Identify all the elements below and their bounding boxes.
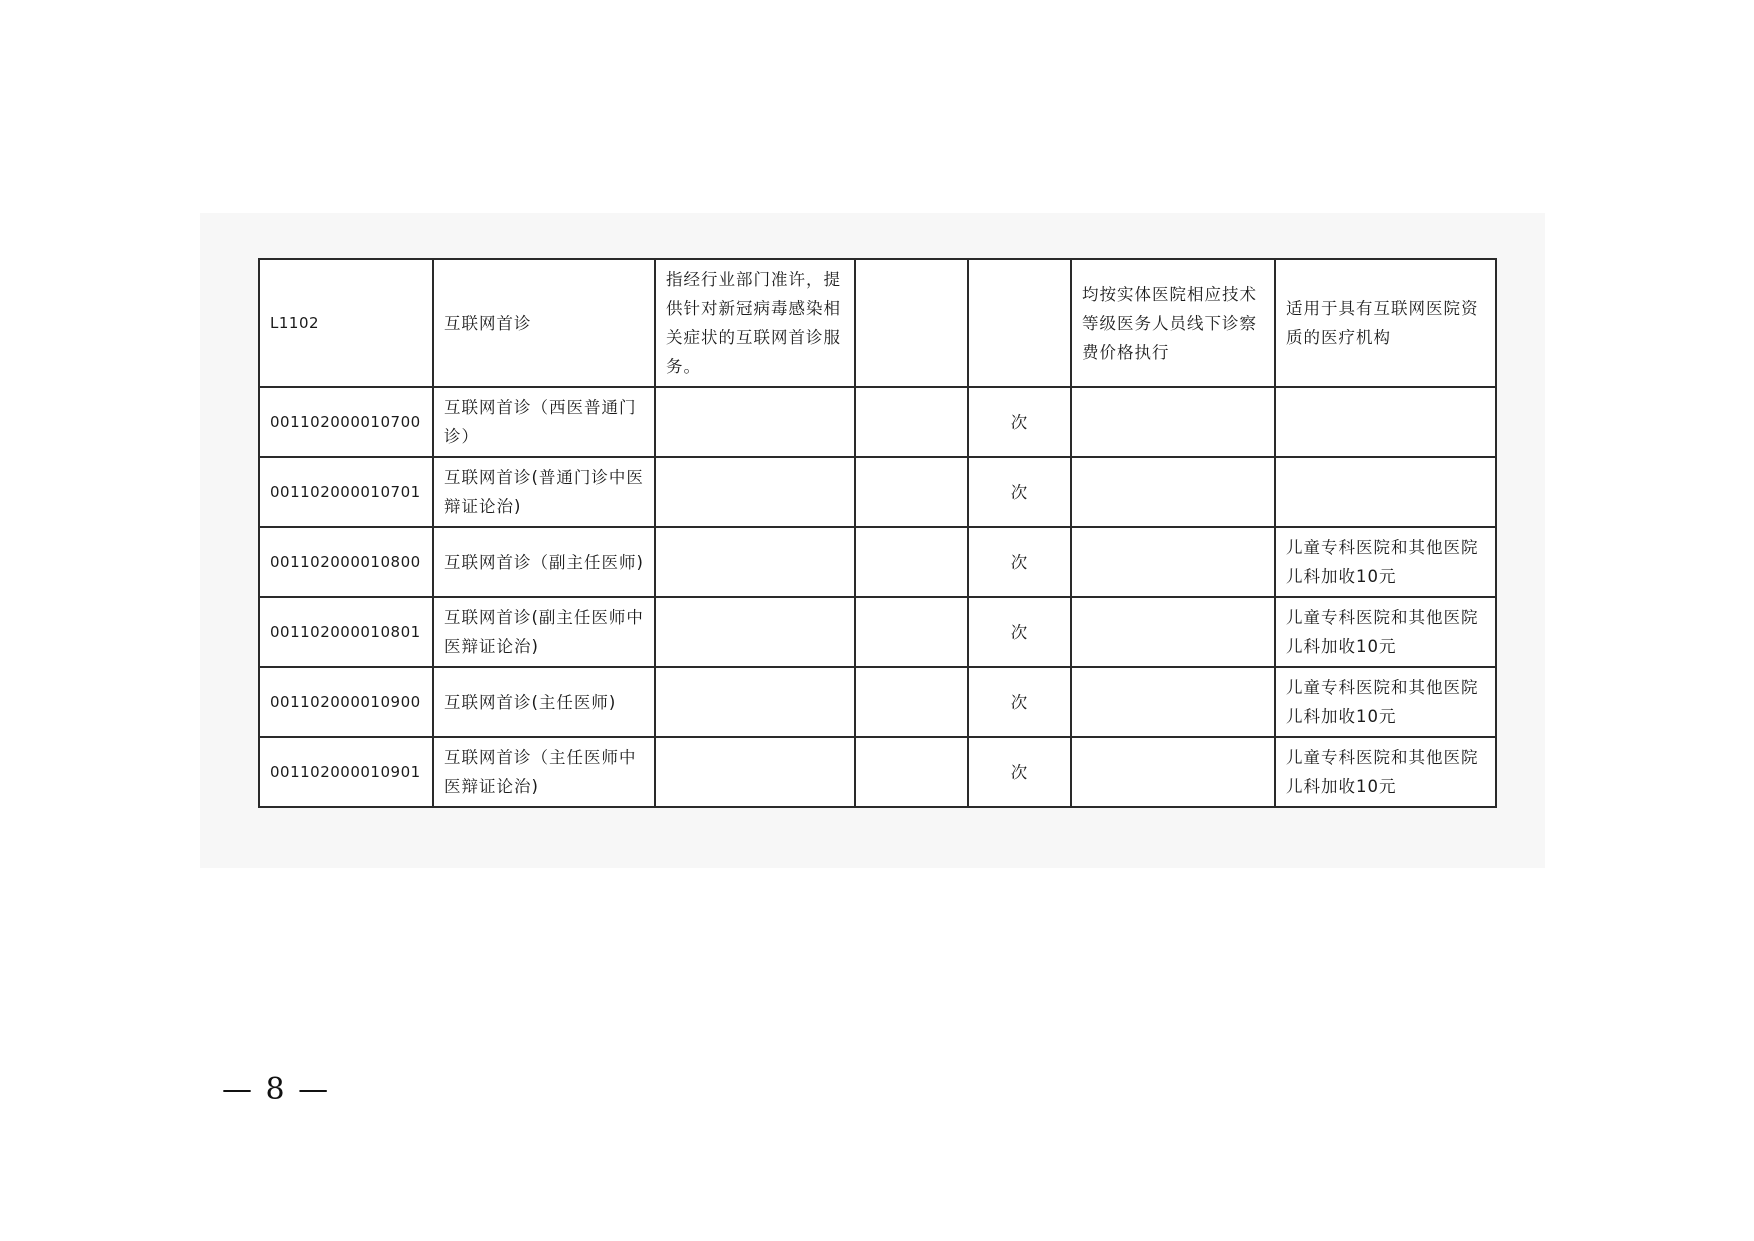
item-content-cell: [655, 527, 855, 597]
pricing-unit-cell: 次: [968, 457, 1071, 527]
notes-cell: [1275, 457, 1496, 527]
price-cell: 均按实体医院相应技术等级医务人员线下诊察费价格执行: [1071, 259, 1275, 387]
item-name-cell: 互联网首诊（主任医师中医辩证论治): [433, 737, 655, 807]
page-number: — 8 —: [222, 1072, 331, 1107]
notes-cell: 儿童专科医院和其他医院儿科加收10元: [1275, 597, 1496, 667]
price-cell: [1071, 387, 1275, 457]
pricing-unit-cell: [968, 259, 1071, 387]
item-content-cell: [655, 387, 855, 457]
item-code-cell: 001102000010900: [259, 667, 433, 737]
excluded-content-cell: [855, 667, 968, 737]
item-name-cell: 互联网首诊: [433, 259, 655, 387]
item-name-cell: 互联网首诊（西医普通门诊）: [433, 387, 655, 457]
table-row: [259, 667, 1496, 737]
item-content-cell: [655, 667, 855, 737]
fee-table: [258, 258, 1497, 808]
item-code-cell: 001102000010801: [259, 597, 433, 667]
item-name-cell: 互联网首诊(普通门诊中医辩证论治): [433, 457, 655, 527]
item-name-cell: 互联网首诊(主任医师): [433, 667, 655, 737]
notes-cell: 适用于具有互联网医院资质的医疗机构: [1275, 259, 1496, 387]
excluded-content-cell: [855, 527, 968, 597]
item-code-cell: 001102000010901: [259, 737, 433, 807]
item-content-cell: 指经行业部门准许，提供针对新冠病毒感染相关症状的互联网首诊服务。: [655, 259, 855, 387]
notes-cell: [1275, 387, 1496, 457]
excluded-content-cell: [855, 387, 968, 457]
notes-cell: 儿童专科医院和其他医院儿科加收10元: [1275, 527, 1496, 597]
excluded-content-cell: [855, 457, 968, 527]
table-row: [259, 387, 1496, 457]
table-row: [259, 597, 1496, 667]
item-name-cell: 互联网首诊（副主任医师): [433, 527, 655, 597]
table-row: [259, 737, 1496, 807]
pricing-unit-cell: 次: [968, 597, 1071, 667]
item-code-cell: 001102000010700: [259, 387, 433, 457]
table-row: [259, 527, 1496, 597]
price-cell: [1071, 597, 1275, 667]
item-content-cell: [655, 457, 855, 527]
notes-cell: 儿童专科医院和其他医院儿科加收10元: [1275, 737, 1496, 807]
price-cell: [1071, 737, 1275, 807]
item-code-cell: 001102000010701: [259, 457, 433, 527]
price-cell: [1071, 527, 1275, 597]
excluded-content-cell: [855, 259, 968, 387]
item-name-cell: 互联网首诊(副主任医师中医辩证论治): [433, 597, 655, 667]
price-cell: [1071, 457, 1275, 527]
table-row-header: [259, 259, 1496, 387]
pricing-unit-cell: 次: [968, 667, 1071, 737]
pricing-unit-cell: 次: [968, 527, 1071, 597]
item-content-cell: [655, 737, 855, 807]
price-cell: [1071, 667, 1275, 737]
table-row: [259, 457, 1496, 527]
item-code-cell: L1102: [259, 259, 433, 387]
pricing-unit-cell: 次: [968, 737, 1071, 807]
notes-cell: 儿童专科医院和其他医院儿科加收10元: [1275, 667, 1496, 737]
excluded-content-cell: [855, 737, 968, 807]
pricing-unit-cell: 次: [968, 387, 1071, 457]
excluded-content-cell: [855, 597, 968, 667]
item-content-cell: [655, 597, 855, 667]
item-code-cell: 001102000010800: [259, 527, 433, 597]
